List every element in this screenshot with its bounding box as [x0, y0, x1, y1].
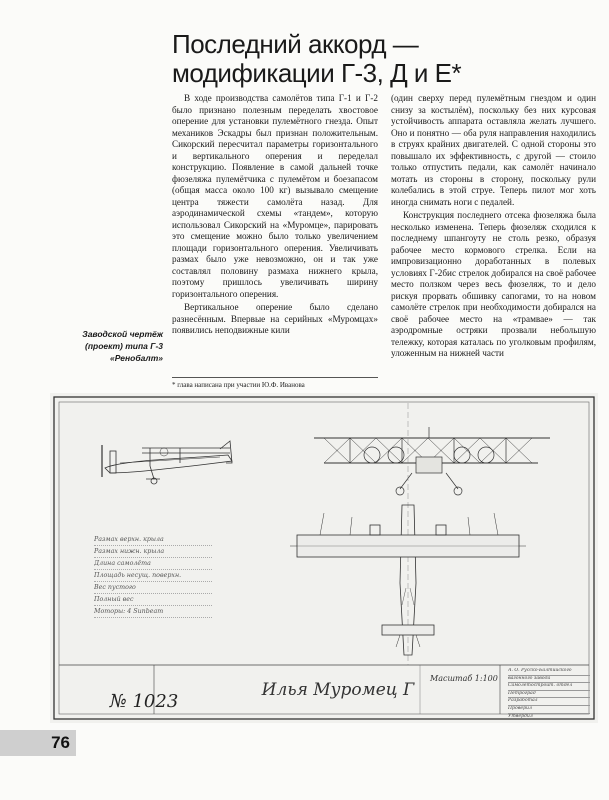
spec-line: Полный вес [94, 594, 212, 606]
front-view-aircraft [314, 427, 550, 495]
title-block-line: Проверил [508, 706, 590, 714]
spec-line: Размах нижн. крыла [94, 546, 212, 558]
title-block-line: вагонного завода [508, 676, 590, 684]
article-title [172, 30, 592, 88]
spec-line: Размах верхн. крыла [94, 534, 212, 546]
text-column-right [391, 93, 596, 386]
caption-line-1: Заводской чертёж [82, 329, 163, 339]
title-block-line: Разработал [508, 698, 590, 706]
paragraph: Конструкция последнего отсека фюзеляжа была несколько изменена. Теперь фюзеляж сходился к последнему шпангоуту не столь резко, образуя рабочее место кормового стрелка. Если на импровизационно доработанных в полевых условиях Г-2бис стрелок добирался на своё рабочее место ползком через весь фюзеляж, то и дело рискуя прорвать обшивку сапогами, то на новом самолёте стрелок при необходимости добирался на своё рабочее место на «трамвае» — так аэродромные остряки прозвали небольшую тележку, которая каталась по уголковым профилям, уложенным на нижней части [391, 210, 596, 358]
title-block-line: Самолётостроит. отдел [508, 683, 590, 691]
title-line-1: Последний аккорд — [172, 29, 419, 59]
spec-line: Площадь несущ. поверхн. [94, 570, 212, 582]
paragraph: (один сверху перед пулемётным гнездом и один снизу за костылём), поскольку без них курсовая устойчивость аппарата оставляла желать лучшего. Оно и понятно — оба руля направления находились в струях крайних двигателей. С одной стороны это повышало их эффективность, с другой — стоило только отпустить педали, как самолёт начинало мотать из стороны в сторону, поскольку рули колебались в этой струе. Теперь пилот мог хоть иногда снимать ноги с педалей. [391, 93, 596, 207]
page-number [0, 730, 76, 756]
spec-line: Вес пустого [94, 582, 212, 594]
spec-line: Моторы: 4 Sunbeam [94, 606, 212, 618]
title-block-line: Утвердил [508, 713, 533, 719]
text-column-left [172, 93, 378, 360]
drawing-scale: Масштаб 1:100 [430, 674, 498, 683]
spec-line: Длина самолёта [94, 558, 212, 570]
paragraph: В ходе производства самолётов типа Г-1 и Г-2 было признано полезным переделать хвостовое оперение для установки пулемётного гнезда. Опыт механиков Эскадры был признан положительным. Сикорский пересчитал параметры горизонтального и вертикального оперения и переделал конструкцию. Появление в самой дальней точке фюзеляжа пулемётчика с пулемётом и боезапасом (общая масса около 100 кг) вызывало смещение центра тяжести самолёта назад. Для аэродинамической схемы «тандем», которую использовал Сикорский на «Муромце», парировать это смещение можно было только увеличением площади горизонтального оперения. Увеличивать размах было уже невозможно, он и так уже составлял половину размаха нижнего крыла, поэтому пришлось увеличивать ширину горизонтального оперения. [172, 93, 378, 299]
caption-line-3: «Ренобалт» [109, 353, 163, 363]
figure-caption [48, 328, 163, 364]
side-view-aircraft [102, 441, 232, 484]
paragraph: Вертикальное оперение было сделано разнесённым. Впервые на серийных «Муромцах» появились неподвижные кили [172, 302, 378, 335]
spec-notes [94, 534, 212, 618]
footnote: * глава написана при участии Ю.Ф. Иванова [172, 377, 378, 390]
engineering-drawing [50, 393, 598, 723]
caption-line-2: (проект) типа Г-3 [85, 341, 163, 351]
page-number-text: 76 [51, 733, 70, 752]
title-block-line: Петроград [508, 691, 590, 699]
title-block-line: А. О. Русско-Балтийского [508, 668, 590, 676]
title-line-2: модификации Г-3, Д и Е* [172, 58, 462, 88]
drawing-sheet-name: Илья Муромец Г [261, 680, 415, 700]
drawing-sheet-number: № 1023 [109, 691, 179, 712]
drawing-title-block [508, 668, 590, 720]
